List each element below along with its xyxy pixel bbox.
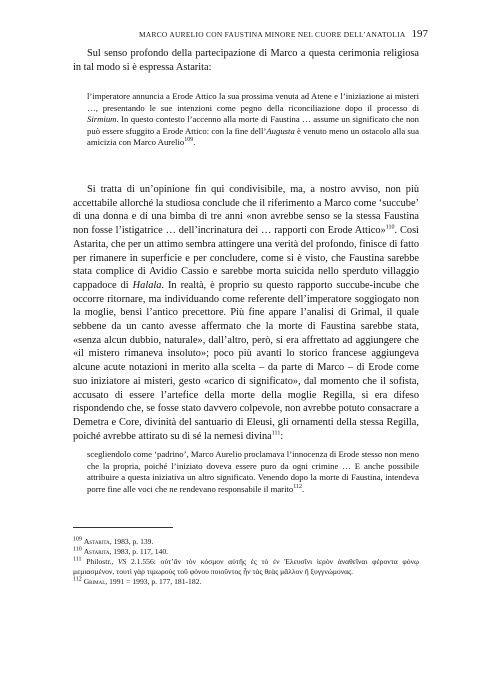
footnote-111-number: 111 [73,556,82,563]
footnote-111 [73,557,419,577]
quote2-text: scegliendolo come ‘padrino’, Marco Aurelio proclamava l’innocenza di Erode stesso non meno che la propria, poiché l’iniziato doveva essere puro da ogni crimine … E anche possibile attribuire a questa iniziativa un altro significato. Venendo dopo la morte di Faustina, intendeva porre fine alle voci che ne rendevano responsabile il marito [87,449,419,494]
running-head-title: MARCO AURELIO CON FAUSTINA MINORE NEL CUORE DELL’ANATOLIA [138,30,406,39]
footnotes [73,537,419,587]
quote1-part2: . In questo contesto l’accenno alla morte di Faustina … assume un significato che non può essere sfuggito a Erode Attico: con la fine dell’ [87,114,419,136]
block-quote-grimal [87,449,419,495]
footnote-ref-112: 112 [293,483,303,490]
footnote-112-number: 112 [73,576,82,583]
footnote-112 [73,577,419,587]
footnote-divider [73,527,173,528]
footnote-110-citation: , 1983, p. 117, 140. [109,547,169,557]
footnote-112-citation: , 1991 = 1993, p. 177, 181-182. [105,577,202,587]
footnote-111-pre: Philostr., [81,557,118,567]
footnote-111-greek: 2.1.556: οὐτ’ἂν τὸν κόσμον αὐτῆς ἐς τὸ ἐν Ἐλευσῖνι ἱερὸν ἀναθεῖναι φέροντα φόνῳ μεμιασμένον, τουτὶ γὰρ τιμωροὺς τοῦ φόνου ποιοῦντος ἦν τὰς θεὰς μᾶλλον ἢ ξυγγνώμονας. [73,557,419,577]
intro-paragraph [73,47,419,74]
main-paragraph [73,183,419,443]
body-halala: Halala [132,279,162,291]
footnote-110-number: 110 [73,546,82,553]
body-part2: . Così Astarita, che per un attimo sembra attingere una verità del profondo, finisce di fatto per rimanere in superficie e per concludere, come si è visto, che Faustina sarebbe stata complice di Avidio Cassio e sarebbe morta suicida nello sperduto villaggio cappadoce di [73,225,419,291]
quote1-end: . [193,137,196,148]
quote1-part1: l’imperatore annuncia a Erode Attico la sua prossima venuta ad Atene e l’iniziazione ai misteri …, presentando le sue intenzioni come pegno della riconciliazione dopo il processo di [87,91,419,113]
footnote-109 [73,537,419,547]
quote1-augusta: Augusta [266,125,295,136]
block-quote-astarita [87,91,419,149]
footnote-109-number: 109 [73,536,82,543]
footnote-ref-111: 111 [271,430,281,437]
quote2-end: . [302,483,305,494]
footnote-109-author: Astarita [83,537,110,546]
intro-text: Sul senso profondo della partecipazione di Marco a questa cerimonia religiosa in tal modo si è espressa Astarita: [73,48,419,73]
footnote-110 [73,547,419,557]
footnote-109-citation: , 1983, p. 139. [109,537,154,546]
footnote-110-author: Astarita [83,547,110,557]
footnote-111-work: VS [117,557,127,567]
footnote-ref-109: 109 [184,137,194,144]
quote1-sirmium: Sirmium [87,114,117,125]
footnote-ref-110: 110 [385,224,395,231]
footnote-112-author: Grimal [83,577,106,587]
body-end: : [280,430,284,442]
running-header [60,28,428,42]
page-number: 197 [411,28,428,40]
quote1-part3: è venuto meno un ostacolo alla sua amicizia con Marco Aurelio [87,125,420,148]
body-part3: . In realtà, è proprio su questo rapporto succube-incube che occorre ritornare, ma individuando come referente dell’imperatore soggiogato non la moglie, bensì l’antico precettore. Più fine appare l’analisi di Grimal, il quale sebbene da un canto avesse affermato che la morte di Faustina sarebbe stata, «senza alcun dubbio, naturale», dall’altro, però, si era affrettato ad aggiungere che «il mistero rimaneva insoluto»; poco più avanti lo storico francese aggiungeva alcune acute notazioni in merito alla scelta – da parte di Marco – di Erode come suo iniziatore ai misteri, gesto «carico di significato», dal momento che il sofista, accusato di essere l’artefice della morte della moglie Regilla, si era difeso rispondendo che, se fosse stato davvero colpevole, non avrebbe potuto consacrare a Demetra e Core, divinità del santuario di Eleusi, gli ornamenti della stessa Regilla, poiché avrebbe attirato su di sé la nemesi divina [73,279,419,442]
body-part1: Si tratta di un’opinione fin qui condivisibile, ma, a nostro avviso, non più accettabile allorché la studiosa conclude che il riferimento a Marco come ‘succube’ di una donna e di una bimba di tre anni «non avrebbe senso se la stessa Faustina non fosse l’istigatrice … dell’incrinatura dei … rapporti con Erode Attico» [73,184,419,237]
